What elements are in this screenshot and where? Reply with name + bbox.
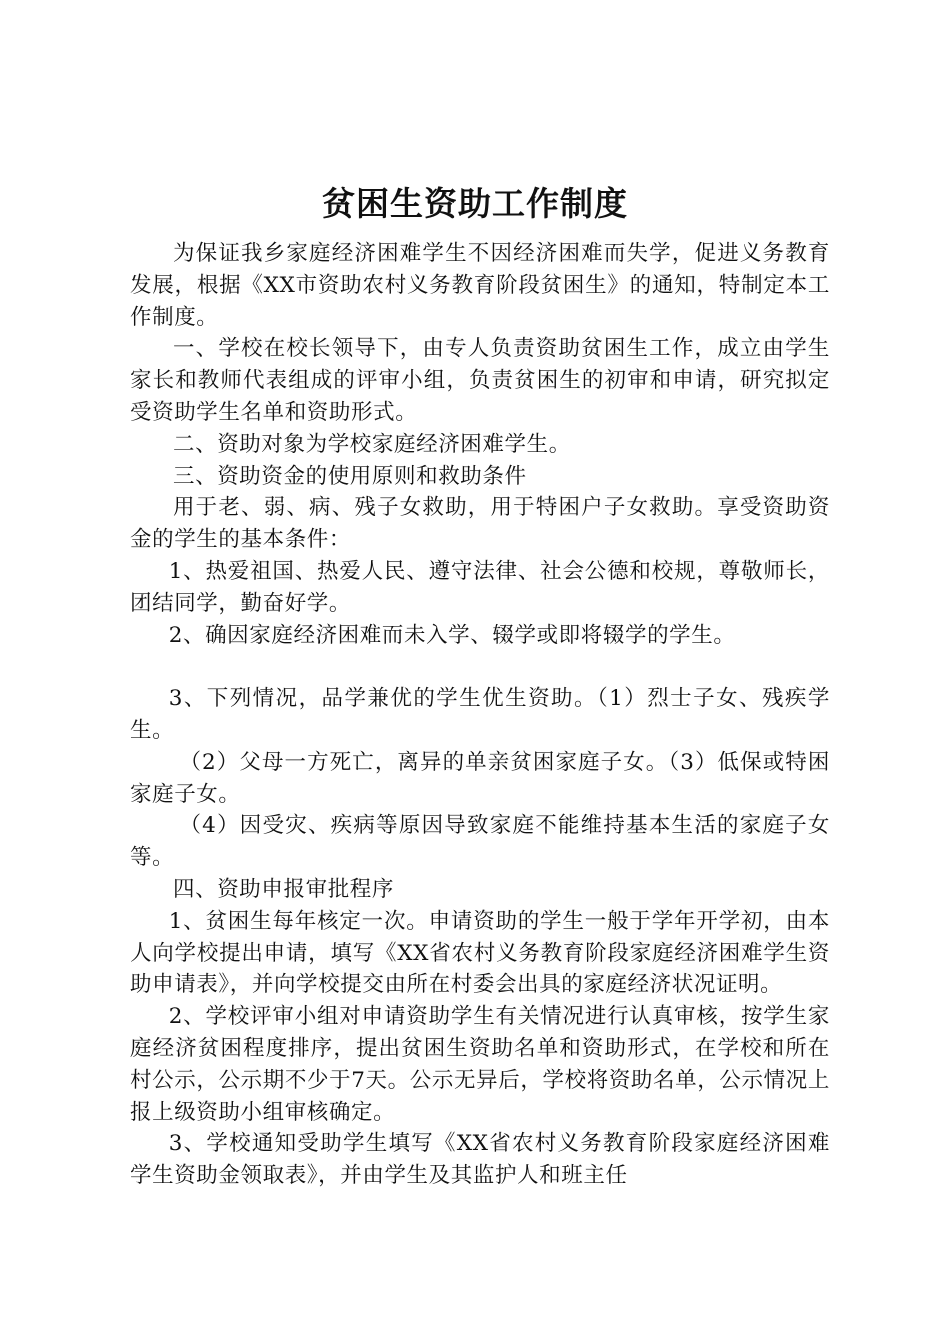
paragraph-section-2: 二、资助对象为学校家庭经济困难学生。 <box>173 431 571 457</box>
paragraph-section-4-heading: 四、资助申报审批程序 <box>173 876 395 902</box>
paragraph-condition-3-item-4: （4）因受灾、疾病等原因导致家庭不能维持基本生活的家庭子女等。 <box>130 813 830 871</box>
paragraph-condition-1: 1、热爱祖国、热爱人民、遵守法律、社会公德和校规，尊敬师长，团结同学，勤奋好学。 <box>130 558 830 616</box>
document-title: 贫困生资助工作制度 <box>322 184 628 223</box>
document-body <box>130 238 830 1192</box>
blank-line <box>130 651 830 683</box>
paragraph-procedure-2: 2、学校评审小组对申请资助学生有关情况进行认真审核，按学生家庭经济贫困程度排序，提出贫困生资助名单和资助形式，在学校和所在村公示，公示期不少于7天。公示无异后，学校将资助名单，公示情况上报上级资助小组审核确定。 <box>130 1004 830 1125</box>
paragraph-section-3-usage: 用于老、弱、病、残子女救助，用于特困户子女救助。享受资助资金的学生的基本条件： <box>130 495 830 553</box>
paragraph-condition-3-item-2: （2）父母一方死亡，离异的单亲贫困家庭子女。（3）低保或特困家庭子女。 <box>130 749 830 807</box>
paragraph-condition-3: 3、下列情况，品学兼优的学生优生资助。（1）烈士子女、残疾学生。 <box>130 686 830 743</box>
paragraph-intro: 为保证我乡家庭经济困难学生不因经济困难而失学，促进义务教育发展，根据《XX市资助农村义务教育阶段贫困生》的通知，特制定本工作制度。 <box>130 241 830 330</box>
paragraph-condition-2: 2、确因家庭经济困难而未入学、辍学或即将辍学的学生。 <box>168 622 736 648</box>
paragraph-procedure-1: 1、贫困生每年核定一次。申请资助的学生一般于学年开学初，由本人向学校提出申请，填写《XX省农村义务教育阶段家庭经济困难学生资助申请表》，并向学校提交由所在村委会出具的家庭经济状况证明。 <box>130 908 830 998</box>
paragraph-section-3-heading: 三、资助资金的使用原则和救助条件 <box>173 463 527 489</box>
paragraph-section-1: 一、学校在校长领导下，由专人负责资助贫困生工作，成立由学生家长和教师代表组成的评审小组，负责贫困生的初审和申请，研究拟定受资助学生名单和资助形式。 <box>130 336 830 425</box>
paragraph-procedure-3: 3、学校通知受助学生填写《XX省农村义务教育阶段家庭经济困难学生资助金领取表》，并由学生及其监护人和班主任 <box>130 1131 830 1189</box>
